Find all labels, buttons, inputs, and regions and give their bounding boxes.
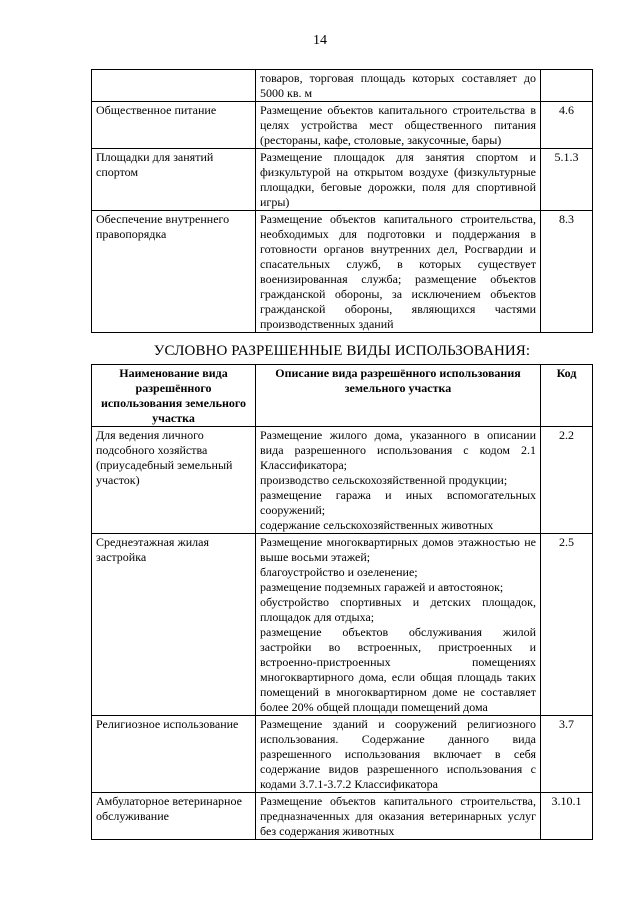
use-name-cell: Среднеэтажная жилая застройка: [92, 534, 256, 716]
permitted-uses-table-continued: [91, 69, 593, 333]
table-row: [92, 427, 593, 534]
use-code-cell: 2.2: [541, 427, 593, 534]
description-paragraph: Размещение жилого дома, указанного в описании вида разрешенного использования с кодом 2.1 Классификатора;: [260, 428, 536, 472]
table-row: [92, 716, 593, 793]
description-paragraph: Размещение объектов капитального строительства в целях устройства мест общественного питания (рестораны, кафе, столовые, закусочные, бары): [260, 103, 536, 147]
table-header-row: [92, 365, 593, 427]
use-name-cell: Площадки для занятий спортом: [92, 149, 256, 211]
use-name-cell: Обеспечение внутреннего правопорядка: [92, 211, 256, 333]
use-description-cell: [256, 102, 541, 149]
description-paragraph: содержание сельскохозяйственных животных: [260, 518, 494, 532]
table-row: [92, 534, 593, 716]
description-paragraph: размещение объектов обслуживания жилой застройки во встроенных, пристроенных и встроенно-пристроенных помещениях многоквартирного дома, если общая площадь таких помещений в многоквартирном доме не составляет более 20% общей площади помещений дома: [260, 625, 536, 714]
description-paragraph: обустройство спортивных и детских площадок, площадок для отдыха;: [260, 595, 536, 624]
table2-body: [92, 427, 593, 840]
table-row: [92, 102, 593, 149]
use-description-cell: [256, 716, 541, 793]
use-code-cell: 5.1.3: [541, 149, 593, 211]
conditionally-permitted-uses-table: [91, 364, 593, 840]
use-name-cell: Религиозное использование: [92, 716, 256, 793]
description-paragraph: производство сельскохозяйственной продукции;: [260, 473, 508, 487]
use-name-cell: Для ведения личного подсобного хозяйства (приусадебный земельный участок): [92, 427, 256, 534]
use-code-cell: 8.3: [541, 211, 593, 333]
description-paragraph: Размещение объектов капитального строительства, необходимых для подготовки и поддержания в готовности органов внутренних дел, Росгвардии и спасательных служб, в которых существует военизированная служба; размещение объектов гражданской обороны, за исключением объектов гражданской обороны, являющихся частями производственных зданий: [260, 212, 536, 331]
description-paragraph: Размещение зданий и сооружений религиозного использования. Содержание данного вида разрешенного использования включает в себя содержание видов разрешенного использования с кодами 3.7.1-3.7.2 Классификатора: [260, 717, 536, 791]
description-paragraph: размещение гаража и иных вспомогательных сооружений;: [260, 488, 536, 517]
description-paragraph: Размещение многоквартирных домов этажностью не выше восьми этажей;: [260, 535, 536, 564]
header-name: Наименование вида разрешённого использования земельного участка: [92, 365, 256, 427]
table-row: [92, 211, 593, 333]
header-code: Код: [541, 365, 593, 427]
use-name-cell: Амбулаторное ветеринарное обслуживание: [92, 793, 256, 840]
header-description: Описание вида разрешённого использования земельного участка: [256, 365, 541, 427]
use-code-cell: 2.5: [541, 534, 593, 716]
use-description-cell: [256, 427, 541, 534]
description-paragraph: Размещение объектов капитального строительства, предназначенных для оказания ветеринарных услуг без содержания животных: [260, 794, 536, 838]
description-paragraph: благоустройство и озеленение;: [260, 565, 418, 579]
section-title: УСЛОВНО РАЗРЕШЕННЫЕ ВИДЫ ИСПОЛЬЗОВАНИЯ:: [153, 343, 531, 359]
page-number: 14: [313, 33, 327, 48]
use-description-cell: [256, 149, 541, 211]
description-paragraph: товаров, торговая площадь которых составляет до 5000 кв. м: [260, 71, 536, 100]
use-code-cell: 3.10.1: [541, 793, 593, 840]
table1-body: [92, 70, 593, 333]
use-description-cell: [256, 793, 541, 840]
table-row: [92, 70, 593, 102]
use-description-cell: [256, 534, 541, 716]
use-code-cell: 3.7: [541, 716, 593, 793]
description-paragraph: размещение подземных гаражей и автостоянок;: [260, 580, 504, 594]
use-code-cell: [541, 70, 593, 102]
description-paragraph: Размещение площадок для занятия спортом и физкультурой на открытом воздухе (физкультурные площадки, беговые дорожки, поля для спортивной игры): [260, 150, 536, 209]
use-name-cell: Общественное питание: [92, 102, 256, 149]
table-row: [92, 149, 593, 211]
use-description-cell: [256, 211, 541, 333]
use-name-cell: [92, 70, 256, 102]
table-row: [92, 793, 593, 840]
use-description-cell: [256, 70, 541, 102]
use-code-cell: 4.6: [541, 102, 593, 149]
